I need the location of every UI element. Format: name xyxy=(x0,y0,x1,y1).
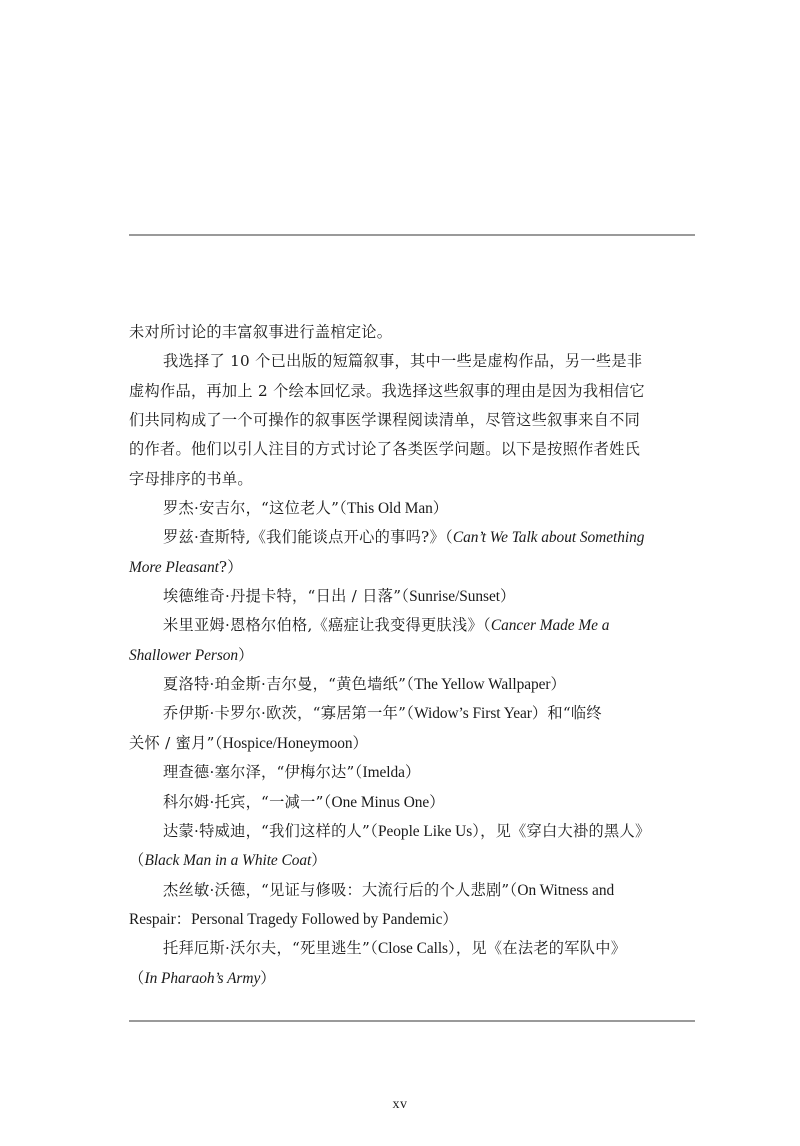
text-line: 我选择了 10 个已出版的短篇叙事，其中一些是虚构作品，另一些是非 xyxy=(163,352,643,371)
punct: ），见《穿白大褂的黑人》 xyxy=(472,821,651,840)
punct: ） xyxy=(352,733,369,752)
text-line xyxy=(129,553,695,582)
text-line xyxy=(129,846,695,875)
punct: ?） xyxy=(218,557,243,576)
book-author-title: 托拜厄斯·沃尔夫，“死里逃生”（ xyxy=(163,939,378,958)
book-author-title: 理查德·塞尔泽，“伊梅尔达”（ xyxy=(163,763,363,782)
book-english-title: Can’t We Talk about Something xyxy=(452,529,645,547)
book-author-title: 乔伊斯·卡罗尔·欧茨，“寡居第一年”（ xyxy=(163,704,415,723)
book-entry xyxy=(129,934,695,993)
book-entry xyxy=(129,670,695,699)
book-author-title: 杰丝敏·沃德，“见证与修吸：大流行后的个人悲剧”（ xyxy=(163,880,518,899)
text-line: 未对所讨论的丰富叙事进行盖棺定论。 xyxy=(129,323,393,341)
book-author-title: 罗兹·查斯特,《我们能谈点开心的事吗?》（ xyxy=(163,528,453,547)
punct: ） xyxy=(260,968,276,987)
punct: ） xyxy=(432,499,449,518)
book-english-title: Respair xyxy=(129,910,176,928)
punct: ） xyxy=(238,645,254,664)
book-entry xyxy=(129,582,695,611)
book-entry xyxy=(129,699,695,758)
punct: ）和“临终 xyxy=(531,704,602,723)
book-entry xyxy=(129,876,695,935)
body-text xyxy=(129,318,695,993)
book-author-title: 米里亚姆·恩格尔伯格,《癌症让我变得更肤浅》（ xyxy=(163,616,491,635)
text-line xyxy=(129,494,695,523)
punct: （ xyxy=(129,851,145,870)
book-author-title: 达蒙·特威迪，“我们这样的人”（ xyxy=(163,821,378,840)
text-line xyxy=(129,758,695,787)
book-english-title: The Yellow Wallpaper xyxy=(414,676,551,694)
text-line: 虚构作品，再加上 2 个绘本回忆录。我选择这些叙事的理由是因为我相信它 xyxy=(129,381,645,400)
book-english-title: Close Calls xyxy=(378,940,448,958)
book-english-title: Black Man in a White Coat xyxy=(144,852,312,870)
book-english-title: More Pleasant xyxy=(129,558,219,576)
book-english-title: In Pharaoh’s Army xyxy=(144,969,261,987)
text-line: 们共同构成了一个可操作的叙事医学课程阅读清单，尽管这些叙事来自不同 xyxy=(129,411,641,430)
punct: ） xyxy=(442,909,458,928)
text-line xyxy=(129,905,695,934)
book-english-title: Widow’s First Year xyxy=(414,705,532,723)
book-english-title: Personal Tragedy Followed by Pandemic xyxy=(191,910,443,928)
book-entry xyxy=(129,523,695,582)
text-line xyxy=(129,670,695,699)
book-english-title: One Minus One xyxy=(331,793,430,811)
punct: ），见《在法老的军队中》 xyxy=(448,939,627,958)
book-author-title: 夏洛特·珀金斯·吉尔曼，“黄色墙纸”（ xyxy=(163,675,415,694)
header-rule xyxy=(129,234,695,236)
paragraph-continuation xyxy=(129,318,695,347)
page-number: xv xyxy=(392,1097,408,1112)
book-english-title: Shallower Person xyxy=(129,646,239,664)
text-line xyxy=(129,582,695,611)
text-line xyxy=(129,876,695,905)
book-english-title: Sunrise/Sunset xyxy=(409,588,500,606)
book-author-title: 科尔姆·托宾，“一减一”（ xyxy=(163,792,332,811)
punct: ） xyxy=(311,851,327,870)
book-english-title: Cancer Made Me a xyxy=(490,617,610,635)
footer-rule xyxy=(129,1020,695,1022)
punct: ） xyxy=(550,675,567,694)
book-entry xyxy=(129,788,695,817)
text-line: 字母排序的书单。 xyxy=(129,469,253,488)
book-author-title: 关怀 / 蜜月”（ xyxy=(129,733,223,752)
punct: ： xyxy=(175,909,192,928)
book-entry xyxy=(129,611,695,670)
book-entry xyxy=(129,758,695,787)
text-line xyxy=(129,934,695,963)
text-line xyxy=(129,729,695,758)
book-author-title: 埃德维奇·丹提卡特，“日出 / 日落”（ xyxy=(163,587,410,606)
book-english-title: This Old Man xyxy=(347,500,433,518)
text-line xyxy=(129,611,695,640)
text-line xyxy=(129,641,695,670)
book-english-title: People Like Us xyxy=(378,822,473,840)
paragraph-intro xyxy=(129,347,695,494)
text-line xyxy=(129,964,695,993)
text-line xyxy=(129,523,695,552)
punct: ） xyxy=(429,792,445,811)
book-entry xyxy=(129,494,695,523)
book-english-title: Hospice/Honeymoon xyxy=(222,734,353,752)
text-line xyxy=(129,699,695,728)
book-entry xyxy=(129,817,695,876)
book-author-title: 罗杰·安吉尔，“这位老人”（ xyxy=(163,499,348,518)
book-english-title: On Witness and xyxy=(517,881,615,899)
book-english-title: Imelda xyxy=(362,764,405,782)
text-line: 的作者。他们以引人注目的方式讨论了各类医学问题。以下是按照作者姓氏 xyxy=(129,440,641,459)
punct: （ xyxy=(129,968,145,987)
punct: ） xyxy=(499,587,516,606)
text-line xyxy=(129,817,695,846)
text-line xyxy=(129,788,695,817)
punct: ） xyxy=(404,763,421,782)
